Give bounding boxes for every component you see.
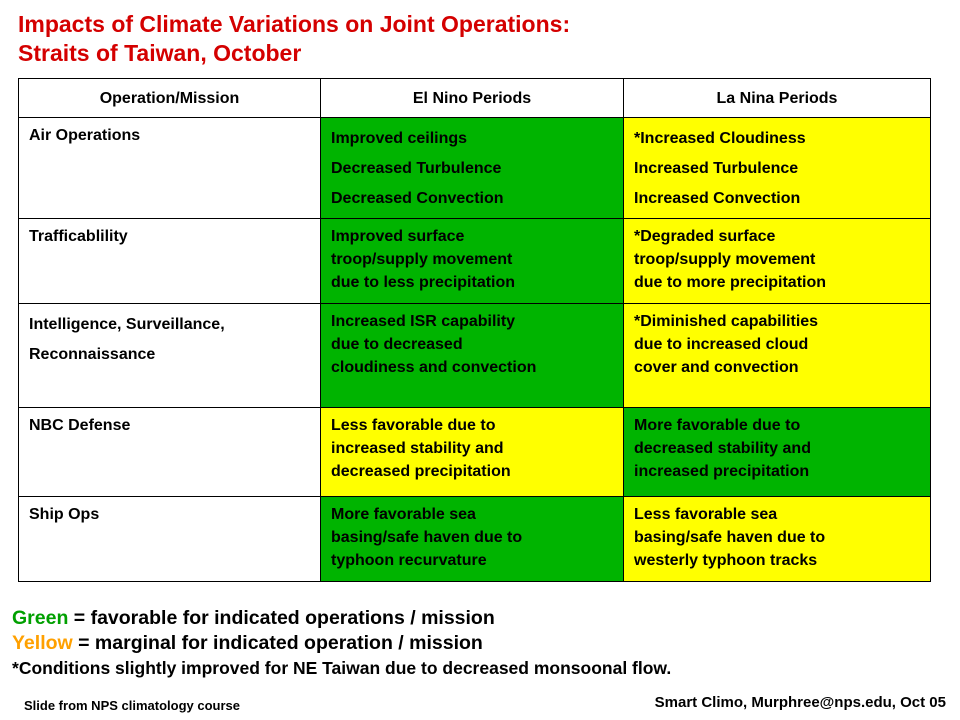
- operation-cell: [19, 304, 321, 408]
- cell-line: due to increased cloud: [634, 336, 809, 353]
- footer-credit: Smart Climo, Murphree@nps.edu, Oct 05: [654, 694, 946, 711]
- cell-line: *Degraded surface: [634, 228, 776, 245]
- la-nina-cell: [624, 219, 931, 304]
- table-header-row: [19, 79, 931, 118]
- header-la-nina: La Nina Periods: [624, 79, 931, 118]
- cell-line: Improved ceilings: [331, 130, 468, 147]
- cell-line: Air Operations: [29, 127, 141, 144]
- cell-line: Improved surface: [331, 228, 465, 245]
- cell-line: Reconnaissance: [29, 346, 156, 363]
- cell-line: More favorable due to: [634, 417, 801, 434]
- la-nina-cell: [624, 408, 931, 497]
- operation-cell: [19, 219, 321, 304]
- el-nino-cell: [321, 497, 624, 582]
- cell-line: Less favorable sea: [634, 506, 778, 523]
- operations-table: [18, 78, 931, 582]
- cell-line: basing/safe haven due to: [331, 529, 523, 546]
- legend-green-line: [12, 606, 671, 631]
- cell-line: Increased ISR capability: [331, 313, 516, 330]
- note-text: Conditions slightly improved for NE Taiwan due to decreased monsoonal flow.: [18, 658, 672, 678]
- cell-line: Trafficablility: [29, 228, 128, 245]
- legend-green-word: Green: [12, 607, 69, 629]
- legend-note: [12, 656, 671, 681]
- table-row: [19, 304, 931, 408]
- cell-line: westerly typhoon tracks: [634, 552, 818, 569]
- slide-title: [18, 10, 570, 68]
- operation-cell: [19, 408, 321, 497]
- legend-yellow-line: [12, 631, 671, 656]
- cell-line: *Diminished capabilities: [634, 313, 819, 330]
- la-nina-cell: [624, 497, 931, 582]
- cell-line: *Increased Cloudiness: [634, 130, 806, 147]
- operation-cell: [19, 118, 321, 219]
- legend-green-text: = favorable for indicated operations / mission: [68, 607, 495, 629]
- header-el-nino: El Nino Periods: [321, 79, 624, 118]
- el-nino-cell: [321, 304, 624, 408]
- cell-line: Decreased Turbulence: [331, 160, 502, 177]
- cell-line: Less favorable due to: [331, 417, 496, 434]
- legend: [12, 606, 671, 681]
- legend-yellow-word: Yellow: [12, 632, 73, 654]
- la-nina-cell: [624, 304, 931, 408]
- cell-line: troop/supply movement: [634, 251, 816, 268]
- note-star: *: [12, 658, 19, 678]
- cell-line: Increased Convection: [634, 190, 801, 207]
- table-row: [19, 118, 931, 219]
- cell-line: cloudiness and convection: [331, 359, 537, 376]
- title-line-1: Impacts of Climate Variations on Joint Operations:: [18, 11, 571, 37]
- cell-line: decreased precipitation: [331, 463, 511, 480]
- operation-cell: [19, 497, 321, 582]
- cell-line: More favorable sea: [331, 506, 476, 523]
- cell-line: typhoon recurvature: [331, 552, 487, 569]
- cell-line: increased precipitation: [634, 463, 810, 480]
- title-line-2: Straits of Taiwan, October: [18, 40, 302, 66]
- cell-line: due to decreased: [331, 336, 463, 353]
- el-nino-cell: [321, 408, 624, 497]
- cell-line: due to less precipitation: [331, 274, 516, 291]
- el-nino-cell: [321, 118, 624, 219]
- cell-line: Decreased Convection: [331, 190, 504, 207]
- legend-yellow-text: = marginal for indicated operation / mission: [72, 632, 483, 654]
- table-row: [19, 219, 931, 304]
- cell-line: troop/supply movement: [331, 251, 513, 268]
- cell-line: cover and convection: [634, 359, 799, 376]
- footer-source: Slide from NPS climatology course: [24, 698, 240, 713]
- la-nina-cell: [624, 118, 931, 219]
- header-operation: Operation/Mission: [19, 79, 321, 118]
- cell-line: Intelligence, Surveillance,: [29, 316, 225, 333]
- cell-line: increased stability and: [331, 440, 504, 457]
- cell-line: Ship Ops: [29, 506, 100, 523]
- el-nino-cell: [321, 219, 624, 304]
- cell-line: NBC Defense: [29, 417, 131, 434]
- cell-line: due to more precipitation: [634, 274, 827, 291]
- cell-line: decreased stability and: [634, 440, 811, 457]
- table-row: [19, 497, 931, 582]
- table-row: [19, 408, 931, 497]
- cell-line: basing/safe haven due to: [634, 529, 826, 546]
- cell-line: Increased Turbulence: [634, 160, 799, 177]
